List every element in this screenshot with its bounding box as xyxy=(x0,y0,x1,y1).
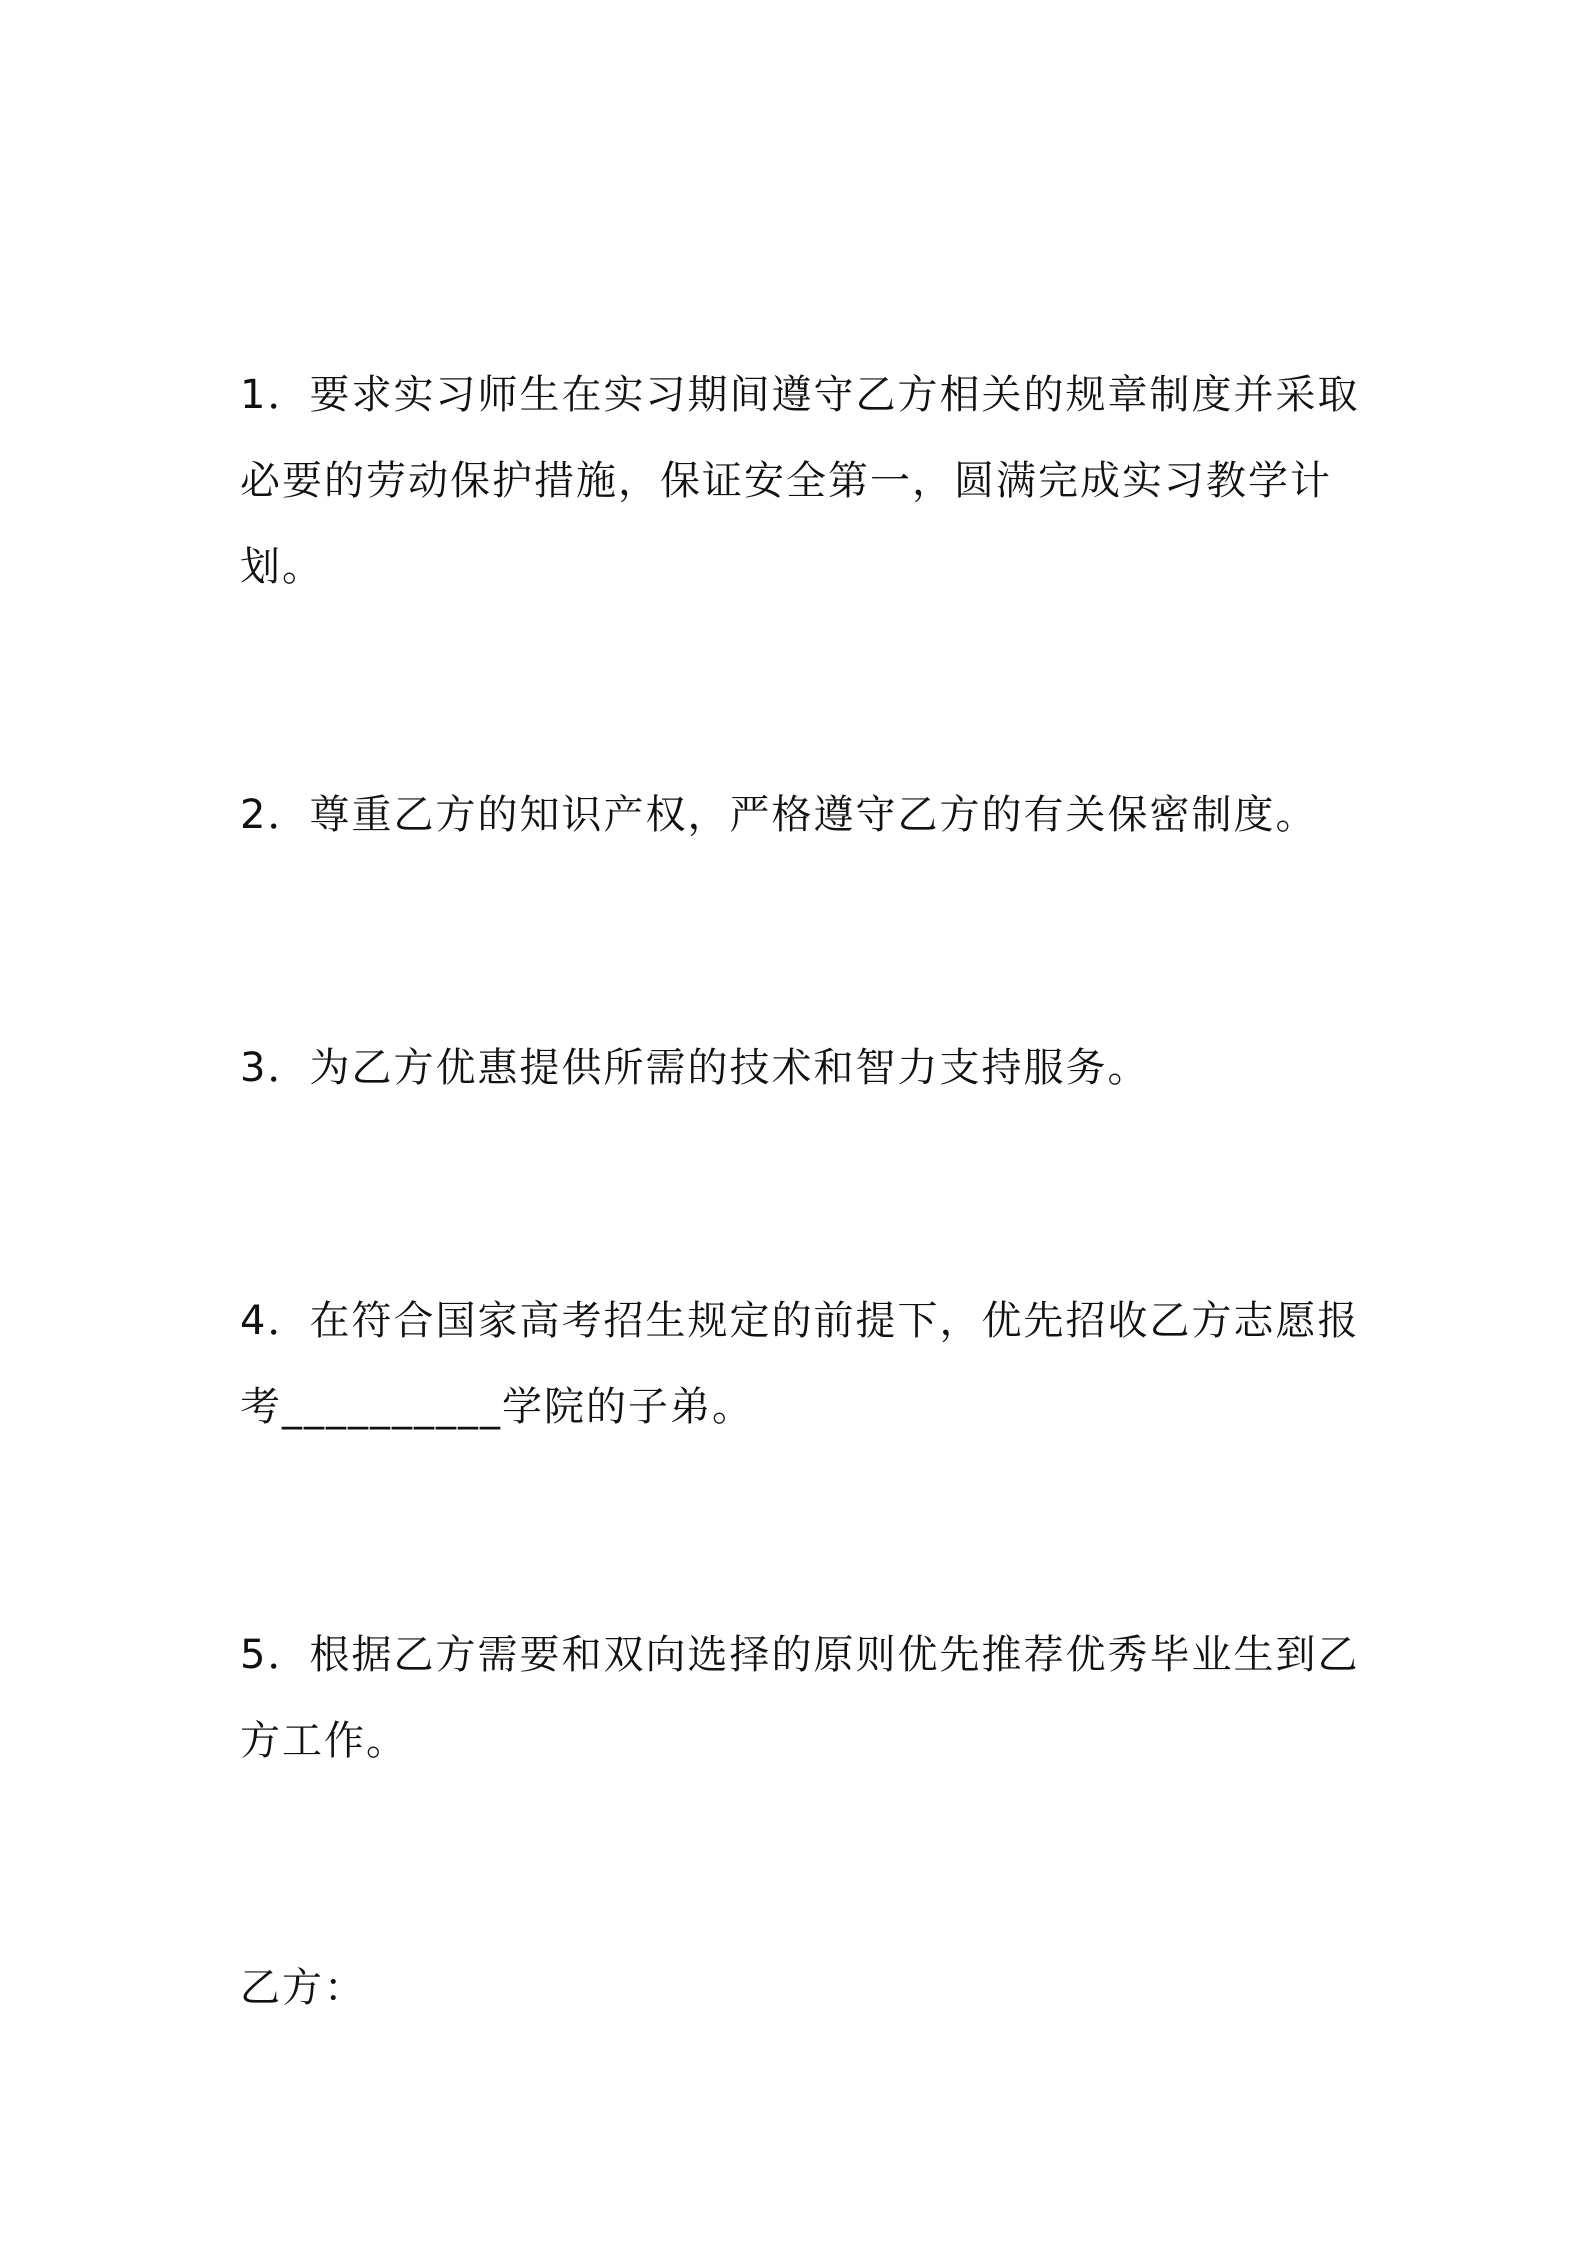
clause-1: 1．要求实习师生在实习期间遵守乙方相关的规章制度并采取必要的劳动保护措施，保证安全第一，圆满完成实习教学计划。 xyxy=(240,372,1360,590)
party-b-signature-label: 乙方： xyxy=(240,1965,366,2011)
clause-4: 4．在符合国家高考招生规定的前提下，优先招收乙方志愿报考__________学院的子弟。 xyxy=(240,1298,1360,1430)
clause-3: 3．为乙方优惠提供所需的技术和智力支持服务。 xyxy=(240,1045,1150,1091)
clause-2: 2．尊重乙方的知识产权，严格遵守乙方的有关保密制度。 xyxy=(240,792,1318,838)
clause-5: 5．根据乙方需要和双向选择的原则优先推荐优秀毕业生到乙方工作。 xyxy=(240,1632,1360,1764)
